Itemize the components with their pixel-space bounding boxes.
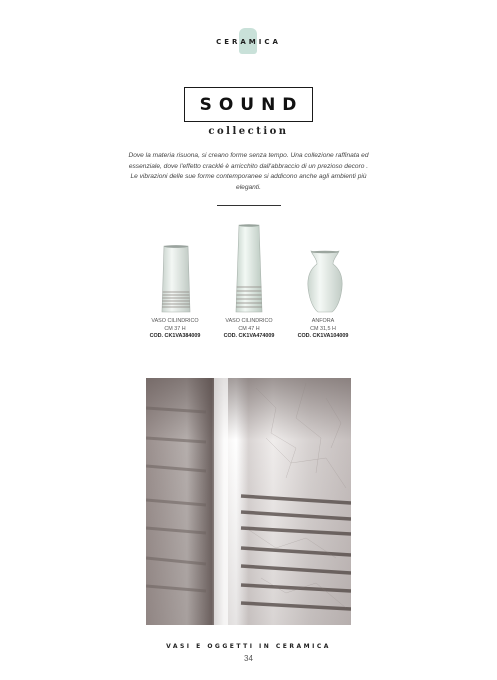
product-size: CM 47 H [238,325,260,332]
description-line: Dove la materia risuona, si creano forme senza tempo. Una collezione raffinata ed [128,152,369,159]
description-line: eleganti. [236,183,261,191]
section-divider [217,205,281,206]
product-name: VASO CILINDRICO [151,318,199,324]
category-heading: CERAMICA [216,38,281,46]
product-name: VASO CILINDRICO [225,318,273,324]
page-number: 34 [244,654,253,663]
product-size: CM 37 H [164,325,186,332]
cylinder-vase-tall-icon [234,223,264,314]
cylinder-vase-small-icon [159,244,193,314]
product-code: COD. CK1VA384009 [149,333,201,340]
collection-title: SOUND [199,94,304,115]
product-name: ANFORA [311,318,335,324]
description-line: Le vibrazioni delle sue forme contemporanee si addicono anche agli ambienti più [130,173,367,180]
amphora-vase-icon [305,250,345,314]
collection-subtitle: collection [208,126,289,137]
product-code: COD. CK1VA474009 [223,333,275,340]
product-code: COD. CK1VA104009 [297,333,349,340]
product-size: CM 31,5 H [310,325,336,332]
collection-title-box [184,87,313,122]
section-footer: VASI E OGGETTI IN CERAMICA [166,643,331,650]
collection-description [118,151,379,193]
product-caption [278,318,368,341]
description-line: essenziale, dove l'effetto cracklé è arricchito dall'abbraccio di un prezioso decoro . [128,162,369,170]
crackle-vase-closeup-icon [146,378,351,625]
